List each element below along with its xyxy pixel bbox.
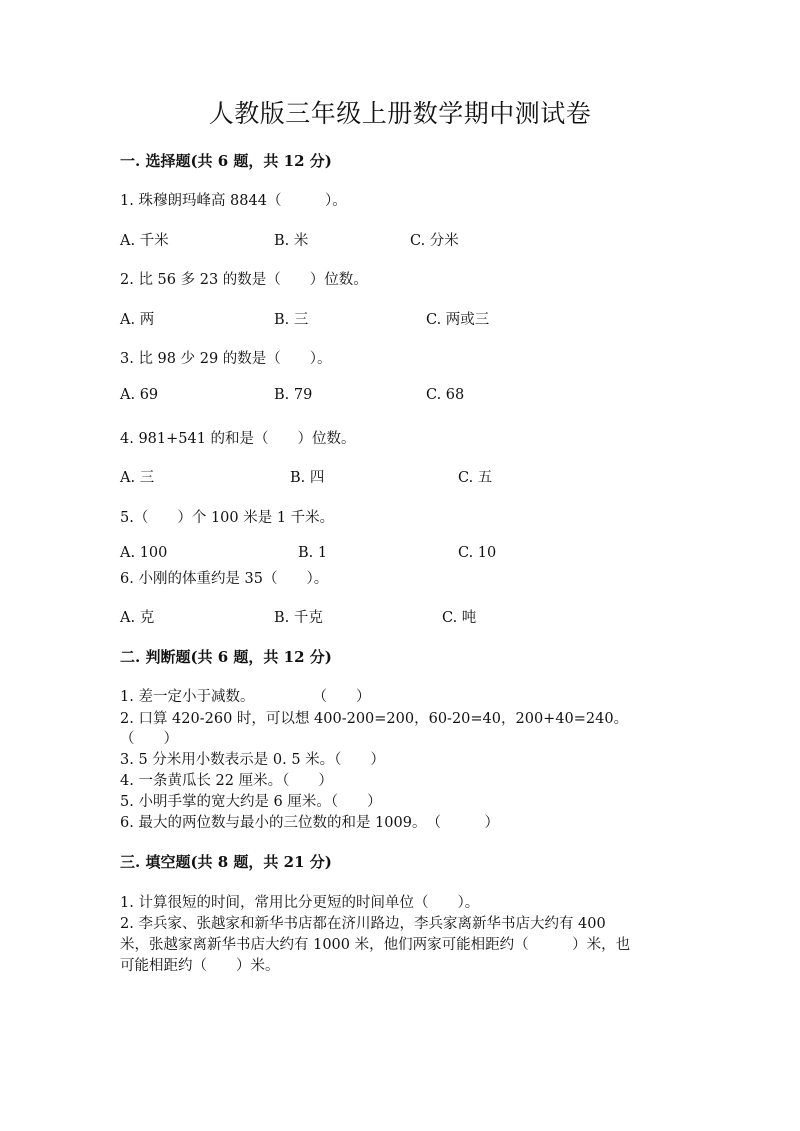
judge-item: 3. 5 分米用小数表示是 0. 5 米。（ ） [120, 752, 385, 768]
option-b: B. 四 [290, 470, 325, 486]
judge-item: （ ） [120, 731, 178, 747]
judge-item: 4. 一条黄瓜长 22 厘米。（ ） [120, 773, 333, 789]
judge-item: 6. 最大的两位数与最小的三位数的和是 1009。 （ ） [120, 815, 499, 831]
question-stem: 1. 珠穆朗玛峰高 8844（ ）。 [120, 193, 347, 209]
section-header-choice: 一. 选择题(共 6 题，共 12 分) [120, 152, 332, 170]
fill-item: 米，张越家离新华书店大约有 1000 米，他们两家可能相距约（ ）米，也 [120, 937, 631, 953]
fill-item: 1. 计算很短的时间，常用比分更短的时间单位（ ）。 [120, 895, 480, 911]
option-c: C. 两或三 [426, 312, 490, 328]
question-stem: 4. 981+541 的和是（ ）位数。 [120, 431, 356, 447]
option-b: B. 米 [274, 233, 309, 249]
option-b: B. 千克 [274, 610, 323, 626]
judge-item: 1. 差一定小于减数。 （ ） [120, 689, 371, 705]
option-b: B. 三 [274, 312, 309, 328]
fill-item: 可能相距约（ ）米。 [120, 958, 280, 974]
fill-item: 2. 李兵家、张越家和新华书店都在济川路边，李兵家离新华书店大约有 400 [120, 916, 606, 932]
option-a: A. 100 [120, 545, 168, 561]
option-c: C. 吨 [442, 610, 477, 626]
option-c: C. 五 [458, 470, 493, 486]
option-a: A. 69 [120, 387, 159, 403]
question-stem: 3. 比 98 少 29 的数是（ ）。 [120, 351, 332, 367]
option-a: A. 三 [120, 470, 155, 486]
section-header-fill: 三. 填空题(共 8 题，共 21 分) [120, 853, 332, 871]
page-title: 人教版三年级上册数学期中测试卷 [208, 99, 592, 128]
option-c: C. 10 [458, 545, 497, 561]
option-a: A. 千米 [120, 233, 169, 249]
question-stem: 2. 比 56 多 23 的数是（ ）位数。 [120, 272, 368, 288]
judge-item: 5. 小明手掌的宽大约是 6 厘米。（ ） [120, 794, 382, 810]
section-header-judge: 二. 判断题(共 6 题，共 12 分) [120, 648, 332, 666]
question-stem: 6. 小刚的体重约是 35（ ）。 [120, 571, 329, 587]
question-stem: 5.（ ）个 100 米是 1 千米。 [120, 510, 335, 526]
option-a: A. 克 [120, 610, 155, 626]
judge-item: 2. 口算 420-260 时，可以想 400-200=200，60-20=40，200+40=240。 [120, 711, 629, 727]
option-b: B. 1 [298, 545, 328, 561]
option-b: B. 79 [274, 387, 313, 403]
option-c: C. 68 [426, 387, 465, 403]
option-c: C. 分米 [410, 233, 459, 249]
option-a: A. 两 [120, 312, 155, 328]
